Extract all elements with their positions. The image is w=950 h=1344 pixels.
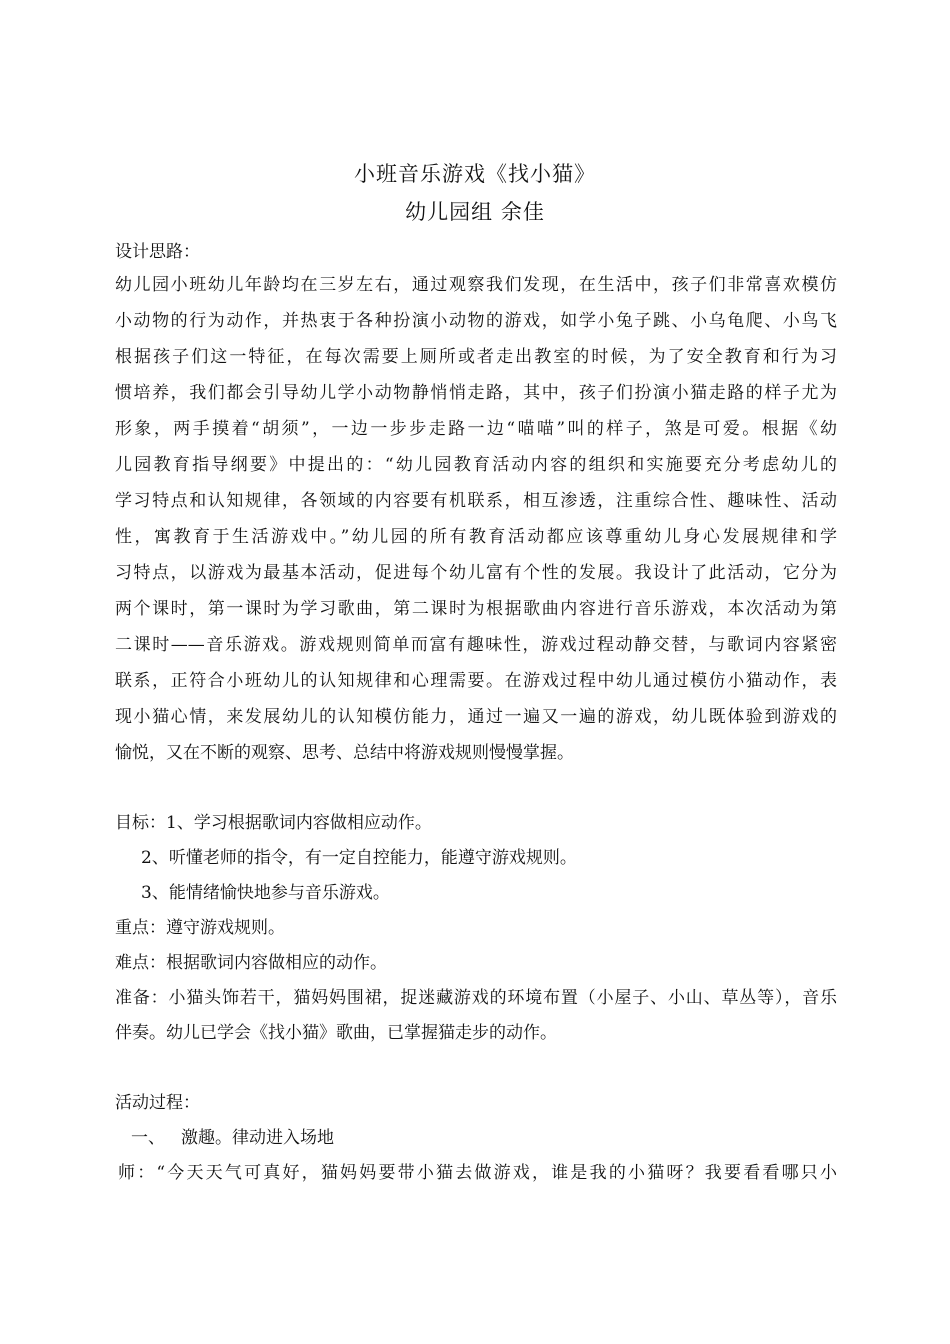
preparation-line: 伴奏。幼儿已学会《找小猫》歌曲，已掌握猫走步的动作。 <box>115 1023 557 1043</box>
design-paragraph-line: 小动物的行为动作，并热衷于各种扮演小动物的游戏，如学小兔子跳、小乌龟爬、小鸟飞 <box>115 311 837 331</box>
design-paragraph-line: 联系，正符合小班幼儿的认知规律和心理需要。在游戏过程中幼儿通过模仿小猫动作，表 <box>115 671 837 691</box>
document-author: 幼儿园组 余佳 <box>405 200 545 224</box>
document-title: 小班音乐游戏《找小猫》 <box>354 162 596 186</box>
preparation-line: 准备：小猫头饰若干，猫妈妈围裙，捉迷藏游戏的环境布置（小屋子、小山、草丛等），音乐 <box>115 988 837 1008</box>
design-paragraph-line: 根据孩子们这一特征，在每次需要上厕所或者走出教室的时候，为了安全教育和行为习 <box>115 347 837 367</box>
design-paragraph-line: 习特点，以游戏为最基本活动，促进每个幼儿富有个性的发展。我设计了此活动，它分为 <box>115 563 837 583</box>
design-paragraph-line: 两个课时，第一课时为学习歌曲，第二课时为根据歌曲内容进行音乐游戏，本次活动为第 <box>115 599 837 619</box>
difficulty: 难点：根据歌词内容做相应的动作。 <box>115 953 387 973</box>
design-paragraph-line: 儿园教育指导纲要》中提出的：“幼儿园教育活动内容的组织和实施要充分考虑幼儿的 <box>115 455 837 475</box>
process-heading: 活动过程： <box>115 1093 200 1113</box>
goal-item-2: 2、听懂老师的指令，有一定自控能力，能遵守游戏规则。 <box>141 848 577 868</box>
key-point: 重点：遵守游戏规则。 <box>115 918 285 938</box>
design-paragraph-line: 二课时——音乐游戏。游戏规则简单而富有趣味性，游戏过程动静交替，与歌词内容紧密 <box>115 635 837 655</box>
step-number: 一、 <box>131 1128 165 1148</box>
design-paragraph-line: 幼儿园小班幼儿年龄均在三岁左右，通过观察我们发现，在生活中，孩子们非常喜欢模仿 <box>115 275 837 295</box>
goal-item-1: 目标：1、学习根据歌词内容做相应动作。 <box>115 813 432 833</box>
design-paragraph-line: 现小猫心情，来发展幼儿的认知模仿能力，通过一遍又一遍的游戏，幼儿既体验到游戏的 <box>115 707 837 727</box>
design-paragraph-line: 性，寓教育于生活游戏中。”幼儿园的所有教育活动都应该尊重幼儿身心发展规律和学 <box>115 527 837 547</box>
goal-item-3: 3、能情绪愉快地参与音乐游戏。 <box>141 883 390 903</box>
design-heading: 设计思路： <box>115 242 200 262</box>
design-paragraph-line: 学习特点和认知规律，各领域的内容要有机联系，相互渗透，注重综合性、趣味性、活动 <box>115 491 837 511</box>
design-paragraph-line: 形象，两手摸着“胡须”，一边一步步走路一边“喵喵”叫的样子，煞是可爱。根据《幼 <box>115 419 837 439</box>
design-paragraph-line: 愉悦，又在不断的观察、思考、总结中将游戏规则慢慢掌握。 <box>115 743 574 763</box>
teacher-dialogue: 师：“今天天气可真好，猫妈妈要带小猫去做游戏，谁是我的小猫呀？我要看看哪只小 <box>118 1163 837 1183</box>
step-title: 激趣。律动进入场地 <box>181 1128 334 1148</box>
design-paragraph-line: 惯培养，我们都会引导幼儿学小动物静悄悄走路，其中，孩子们扮演小猫走路的样子尤为 <box>115 383 837 403</box>
